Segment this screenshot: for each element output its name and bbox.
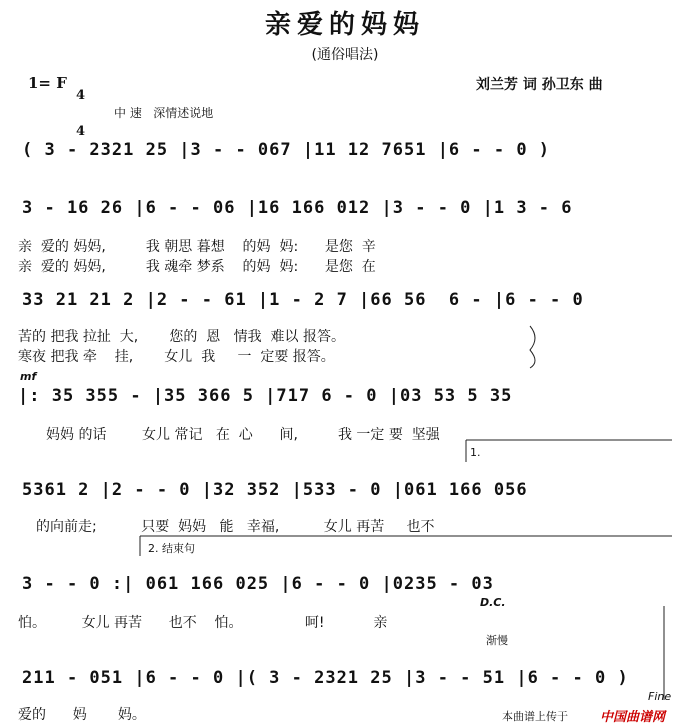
row4-notes: |: 35 355 - |35 366 5 |717 6 - 0 |03 53 5 35	[18, 386, 513, 406]
score-title: 亲爱的妈妈	[264, 10, 425, 40]
row4-lyric: 妈妈 的话 女儿 常记 在 心 间, 我 一定 要 坚强	[46, 427, 440, 443]
meter-bottom: 4	[76, 124, 86, 139]
dc-marking: D.C.	[480, 596, 506, 609]
volta-2-label: 2. 结束句	[148, 542, 195, 555]
row7-lyric: 爱的 妈 妈。	[18, 707, 146, 723]
credits: 刘兰芳 词 孙卫东 曲	[476, 77, 603, 93]
row7-notes: 211 - 051 |6 - - 0 |( 3 - 2321 25 |3 - - 51 |6 - - 0 )	[22, 668, 629, 688]
row3-notes: 33 21 21 2 |2 - - 61 |1 - 2 7 |66 56 6 - |6 - - 0	[22, 290, 584, 310]
row3-lyric-verse1: 苦的 把我 拉扯 大, 您的 恩 情我 难以 报答。	[18, 329, 346, 345]
key-signature: 1= F	[28, 74, 67, 92]
row5-lyric: 的向前走; 只要 妈妈 能 幸福, 女儿 再苦 也不	[36, 519, 435, 535]
row1-notes: ( 3 - 2321 25 |3 - - 067 |11 12 7651 |6 - - 0 )	[22, 140, 551, 160]
verse-brace	[530, 326, 535, 368]
fine-marking: Fine	[648, 690, 672, 703]
row2-notes: 3 - 16 26 |6 - - 06 |16 166 012 |3 - - 0 |1 3 - 6	[22, 198, 573, 218]
row6-lyric: 怕。 女儿 再苦 也不 怕。 呵! 亲	[18, 615, 388, 631]
volta-1-label: 1.	[470, 446, 481, 459]
ritardando-marking: 渐慢	[486, 634, 508, 647]
row2-lyric-verse2: 亲 爱的 妈妈, 我 魂牵 梦系 的妈 妈: 是您 在	[18, 259, 376, 275]
uploader-text: 本曲谱上传于	[502, 710, 568, 723]
site-logo: 中国曲谱网	[600, 710, 666, 725]
row3-lyric-verse2: 寒夜 把我 牵 挂, 女儿 我 一 定要 报答。	[18, 349, 335, 365]
row5-notes: 5361 2 |2 - - 0 |32 352 |533 - 0 |061 166 056	[22, 480, 528, 500]
score-subtitle: (通俗唱法)	[311, 47, 379, 63]
meter-top: 4	[76, 88, 86, 103]
row6-notes: 3 - - 0 :| 061 166 025 |6 - - 0 |0235 - 03	[22, 574, 494, 594]
tempo-marking: 中 速 深情述说地	[114, 106, 214, 120]
row2-lyric-verse1: 亲 爱的 妈妈, 我 朝思 暮想 的妈 妈: 是您 辛	[18, 239, 376, 255]
dynamic-mf: mf	[20, 370, 37, 383]
